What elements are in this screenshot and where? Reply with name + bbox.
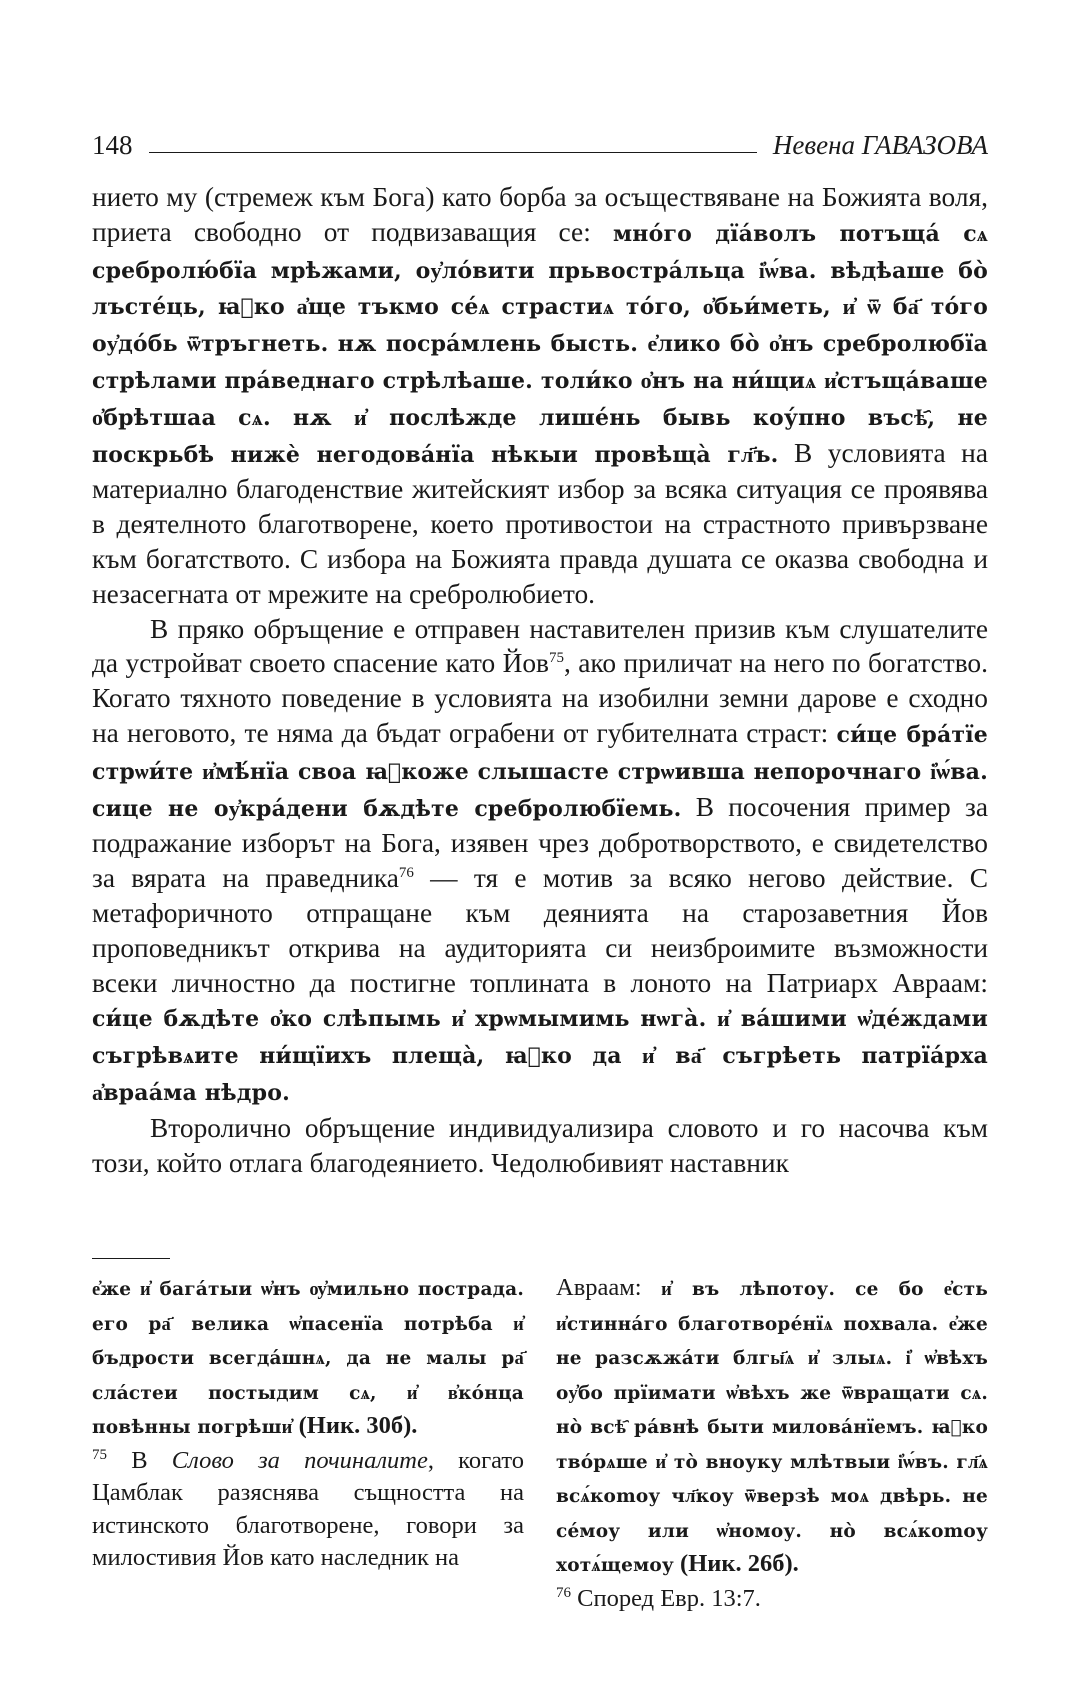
footnote-ref-76[interactable]: 76 bbox=[398, 865, 414, 882]
footnotes-right-column bbox=[556, 1272, 988, 1615]
footnote-rule bbox=[92, 1258, 170, 1259]
church-slavonic-quote: си́це бѫдѣте о҆ко слѣпымь и҆ хрѡмымимь нѡга̀. и҆ ва́шими ѡ҆де́ждами съгрѣвѧите ни́щїихъ плеща̀, ꙗ҆ко да и҆ ва҃ съгрѣеть патрїа́рха а҆враа́ма нѣдро. bbox=[92, 1006, 988, 1106]
work-title: Слово за починалите bbox=[171, 1446, 428, 1474]
header-rule bbox=[149, 152, 757, 153]
text-run: — тя е мотив за всяко негово действие. С метафоричното отпращане към деянията на старозаветния Йов проповедникът открива на аудиторията си неизброимите възможности всеки личностно да постигне топлината в лоното на Патриарх Авраам: bbox=[92, 863, 988, 998]
church-slavonic-quote: мно́го дїа́волъ потъща́ сѧ сребролю́бїа мрѣжами, оу҆ло́вити прьвостра́льца і҆ѡ́ва. вѣдѣаше бо̀ лъсте́ць, ꙗ҆ко а҆ще тъкмо се́ѧ страстиѧ то́го, о҆бьи́меть, и҆ ѿ ба҃ то́го оу҆до́бь ѿтръгнеть. нѫ посра́млень бысть. е҆лико бо̀ о҆нъ сребролюбїа стрѣлами пра́веднаго стрѣлѣаше. толи́ко о҆нъ на ни́щиѧ и҆стъща́ваше о҆брѣтшаа сѧ. нѫ и҆ послѣжде лише́нь бывь коу́пно въсѣ҄, не поскрьбѣ нижѐ негодова́нїа нѣкыи провѣща̀ гл҃ъ. bbox=[92, 220, 988, 468]
footnote-75-continued bbox=[556, 1272, 988, 1583]
page-number: 148 bbox=[92, 130, 133, 160]
text-run: Според Евр. 13:7. bbox=[571, 1584, 761, 1612]
church-slavonic-quote: и҆ въ лѣпотоу. се бо е҆сть и҆стинна́го благотворе́нїѧ похвала. е҆же не разсѫжа́ти блгы҃ѧ и҆ злыѧ. і҆ ѡ҆вѣхъ оу҆бо прїимати ѡ҆вѣхъ же ѿвращати сѧ. но̀ всѣ҄ ра́внѣ быти милова́нїемъ. ꙗ҆ко тво́рѧше и҆ то̀ вноуку млѣтвыи і҆ѡ́въ. гл҃ѧ всѧ́коmoу чл҃коу ѿверзѣ моѧ двѣрь. не се́моу или ѡ҆номоу. но̀ всѧ́коmoу хотѧ́щемоу bbox=[556, 1279, 988, 1576]
footnotes-left-column bbox=[92, 1272, 524, 1575]
church-slavonic-quote: е҆же и҆ бага́тыи ѡ҆нъ ѹ҆мильно пострада. его ра҃ велика ѡ҆пасенїа потрѣба и҆ бъдрости всегда́шнѧ, да не малы ра҃ сла́стеи постыдим сѧ, и҆ в҆ко́нца повѣнны погрѣши҆ bbox=[92, 1279, 524, 1438]
text-run: , когато Цамблак разяснява същността на истинското благотворене, говори за милостивия Йов като наследник на bbox=[92, 1446, 525, 1571]
main-text bbox=[92, 180, 988, 1180]
footnote-number: 75 bbox=[92, 1446, 107, 1463]
church-slavonic-quote: си́це бра́тїе стрѡи́те и҆мѣ́нїа своа ꙗ҆коже слышасте стрѡивша непорочнаго і҆ѡ́ва. сице не оу҆кра́дени бѫдѣте сребролюбїемь. bbox=[92, 721, 989, 822]
running-head-author: Невена ГАВАЗОВА bbox=[772, 130, 988, 160]
text-run: нието му (стремеж към Бога) като борба за осъществяване на Божията воля, приета свободно от подвизаващия се: bbox=[92, 182, 988, 247]
footnote-75 bbox=[92, 1445, 524, 1575]
text-run: Авраам: bbox=[556, 1274, 662, 1301]
footnote-number: 76 bbox=[556, 1584, 571, 1601]
citation: (Ник. 26б). bbox=[673, 1550, 799, 1577]
paragraph-3: Второлично обръщение индивидуализира словото и го насочва към този, който отлага благодеянието. Чедолюбивият наставник bbox=[92, 1112, 988, 1178]
footnote-ref-75[interactable]: 75 bbox=[548, 650, 564, 667]
footnote-76 bbox=[556, 1583, 988, 1616]
citation: (Ник. 30б). bbox=[292, 1412, 418, 1439]
text-run: В пряко обръщение е отправен наставителен призив към слушателите да устройват своето спасение като Йов bbox=[92, 613, 988, 679]
text-run: В bbox=[107, 1446, 172, 1474]
text-run: В условията на материално благоденствие житейският избор за всяка ситуация се проявява в деятелното благотворене, което противостои на страстното привързване към богатството. С избора на Божията правда душата се оказва свободна и незасегната от мрежите на сребролюбието. bbox=[92, 437, 988, 609]
text-run: , ако приличат на него по богатство. Когато тяхното поведение в условията на изобилни земни дарове е сходно на неговото, те няма да бъдат ограбени от губителната страст: bbox=[92, 648, 988, 748]
footnote-continuation bbox=[92, 1272, 524, 1445]
text-run: В посочения пример за подражание изборът на Бога, изявен чрез добротворството, е свидетелство за вярата на праведника bbox=[92, 791, 988, 894]
running-header bbox=[92, 120, 988, 160]
paragraph-1 bbox=[92, 180, 988, 612]
paragraph-2 bbox=[92, 612, 988, 1111]
